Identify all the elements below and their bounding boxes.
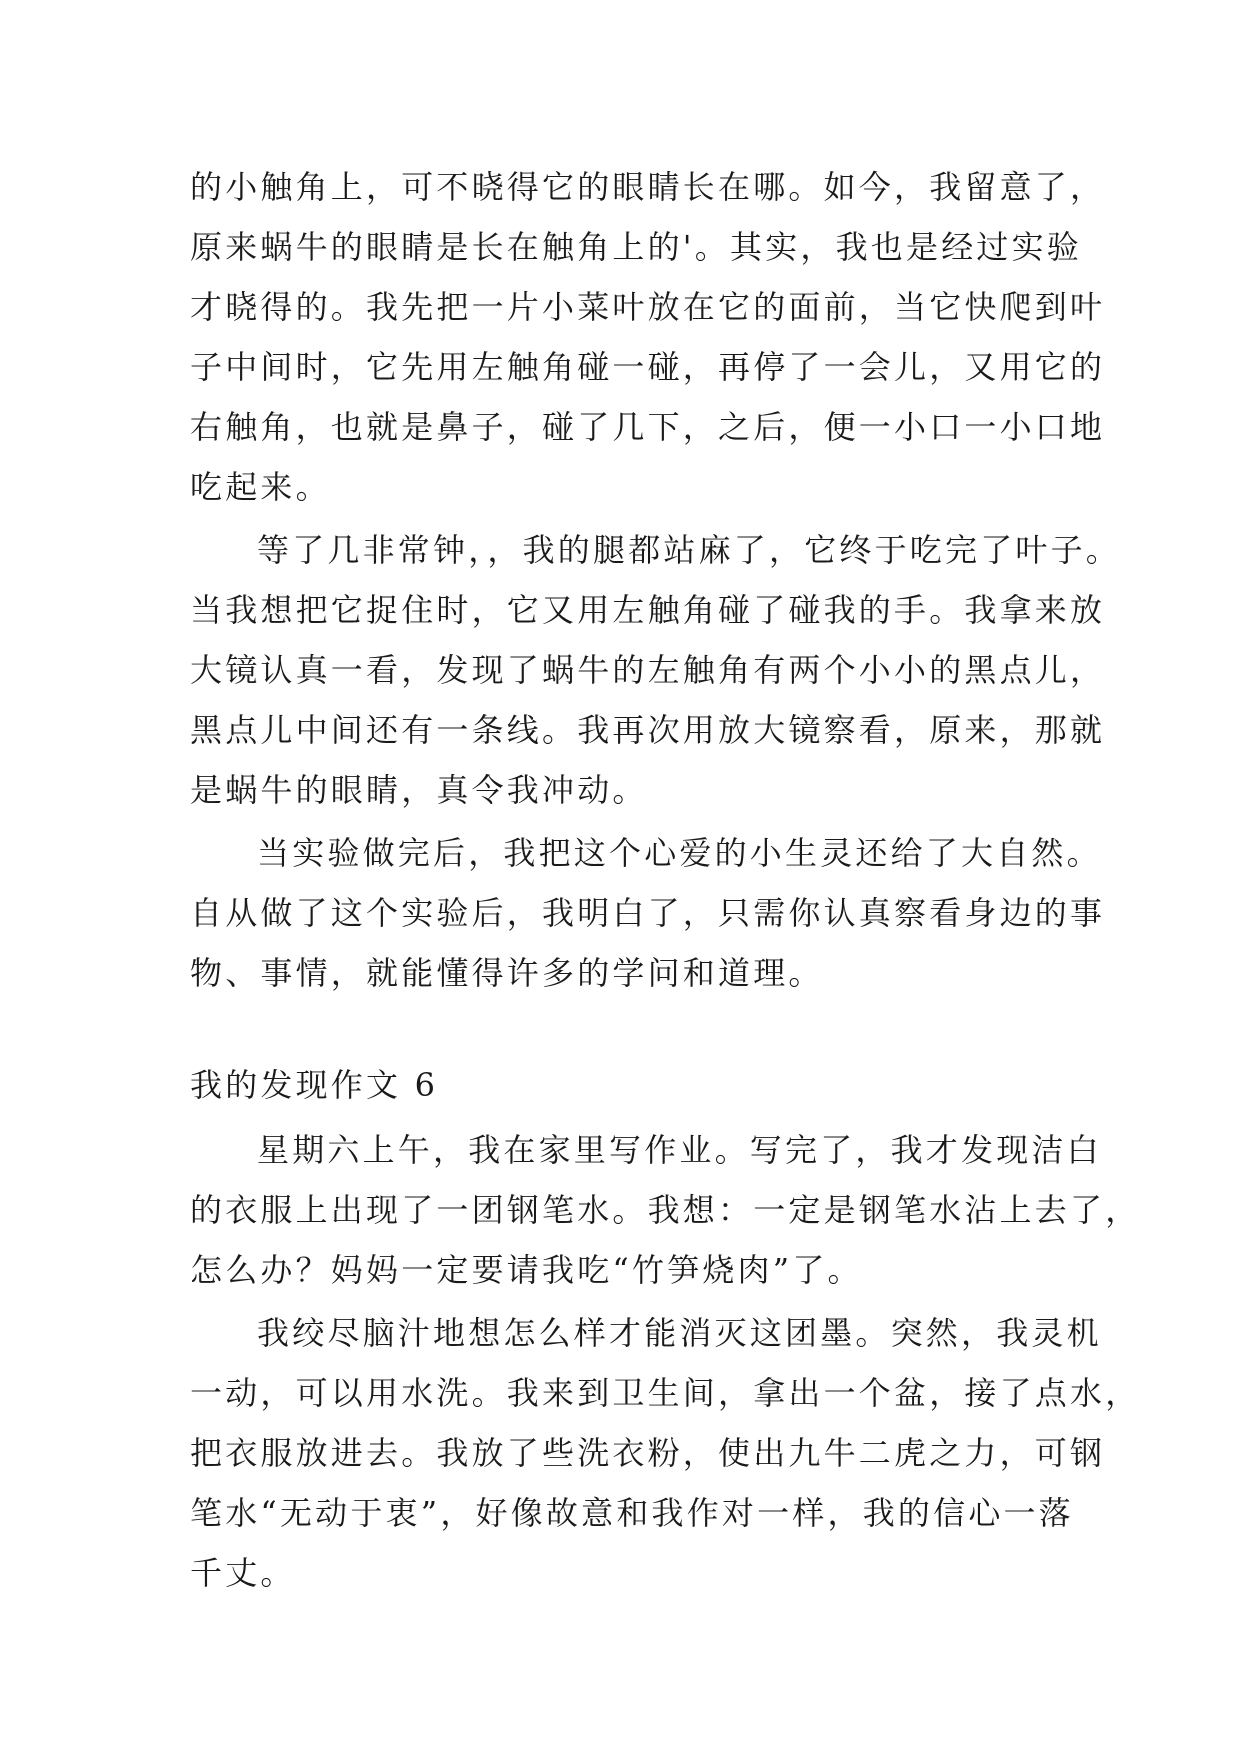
text-line: 千丈。 [190,1554,296,1592]
text-line: 我绞尽脑汁地想怎么样才能消灭这团墨。突然，我灵机 [257,1314,1102,1352]
text-line: 笔水“无动于衷”，好像故意和我作对一样，我的信心一落 [190,1494,1074,1532]
text-line: 当我想把它捉住时，它又用左触角碰了碰我的手。我拿来放 [190,591,1106,629]
text-line: 大镜认真一看，发现了蜗牛的左触角有两个小小的黑点儿， [190,651,1106,689]
section-title: 我的发现作文 6 [190,1066,439,1104]
text-line: 原来蜗牛的眼睛是长在触角上的'。其实，我也是经过实验 [190,228,1082,266]
text-line: 的小触角上，可不晓得它的眼睛长在哪。如今，我留意了， [190,168,1106,206]
text-line: 自从做了这个实验后，我明白了，只需你认真察看身边的事 [190,894,1106,932]
text-line: 把衣服放进去。我放了些洗衣粉，使出九牛二虎之力，可钢 [190,1434,1106,1472]
text-line: 是蜗牛的眼睛，真令我冲动。 [190,771,648,809]
text-line: 的衣服上出现了一团钢笔水。我想：一定是钢笔水沾上去了， [190,1191,1141,1229]
text-line: 才晓得的。我先把一片小菜叶放在它的面前，当它快爬到叶 [190,288,1106,326]
text-line: 星期六上午，我在家里写作业。写完了，我才发现洁白 [257,1131,1102,1169]
text-line: 黑点儿中间还有一条线。我再次用放大镜察看，原来，那就 [190,711,1106,749]
text-line: 等了几非常钟，，我的腿都站麻了，它终于吃完了叶子。 [257,531,1122,569]
text-line: 怎么办？妈妈一定要请我吃“竹笋烧肉”了。 [190,1251,863,1289]
text-line: 一动，可以用水洗。我来到卫生间，拿出一个盆，接了点水， [190,1374,1141,1412]
text-line: 子中间时，它先用左触角碰一碰，再停了一会儿，又用它的 [190,348,1106,386]
text-line: 右触角，也就是鼻子，碰了几下，之后，便一小口一小口地 [190,408,1106,446]
text-line: 物、事情，就能懂得许多的学问和道理。 [190,954,824,992]
text-line: 当实验做完后，我把这个心爱的小生灵还给了大自然。 [257,834,1102,872]
text-line: 吃起来。 [190,468,331,506]
